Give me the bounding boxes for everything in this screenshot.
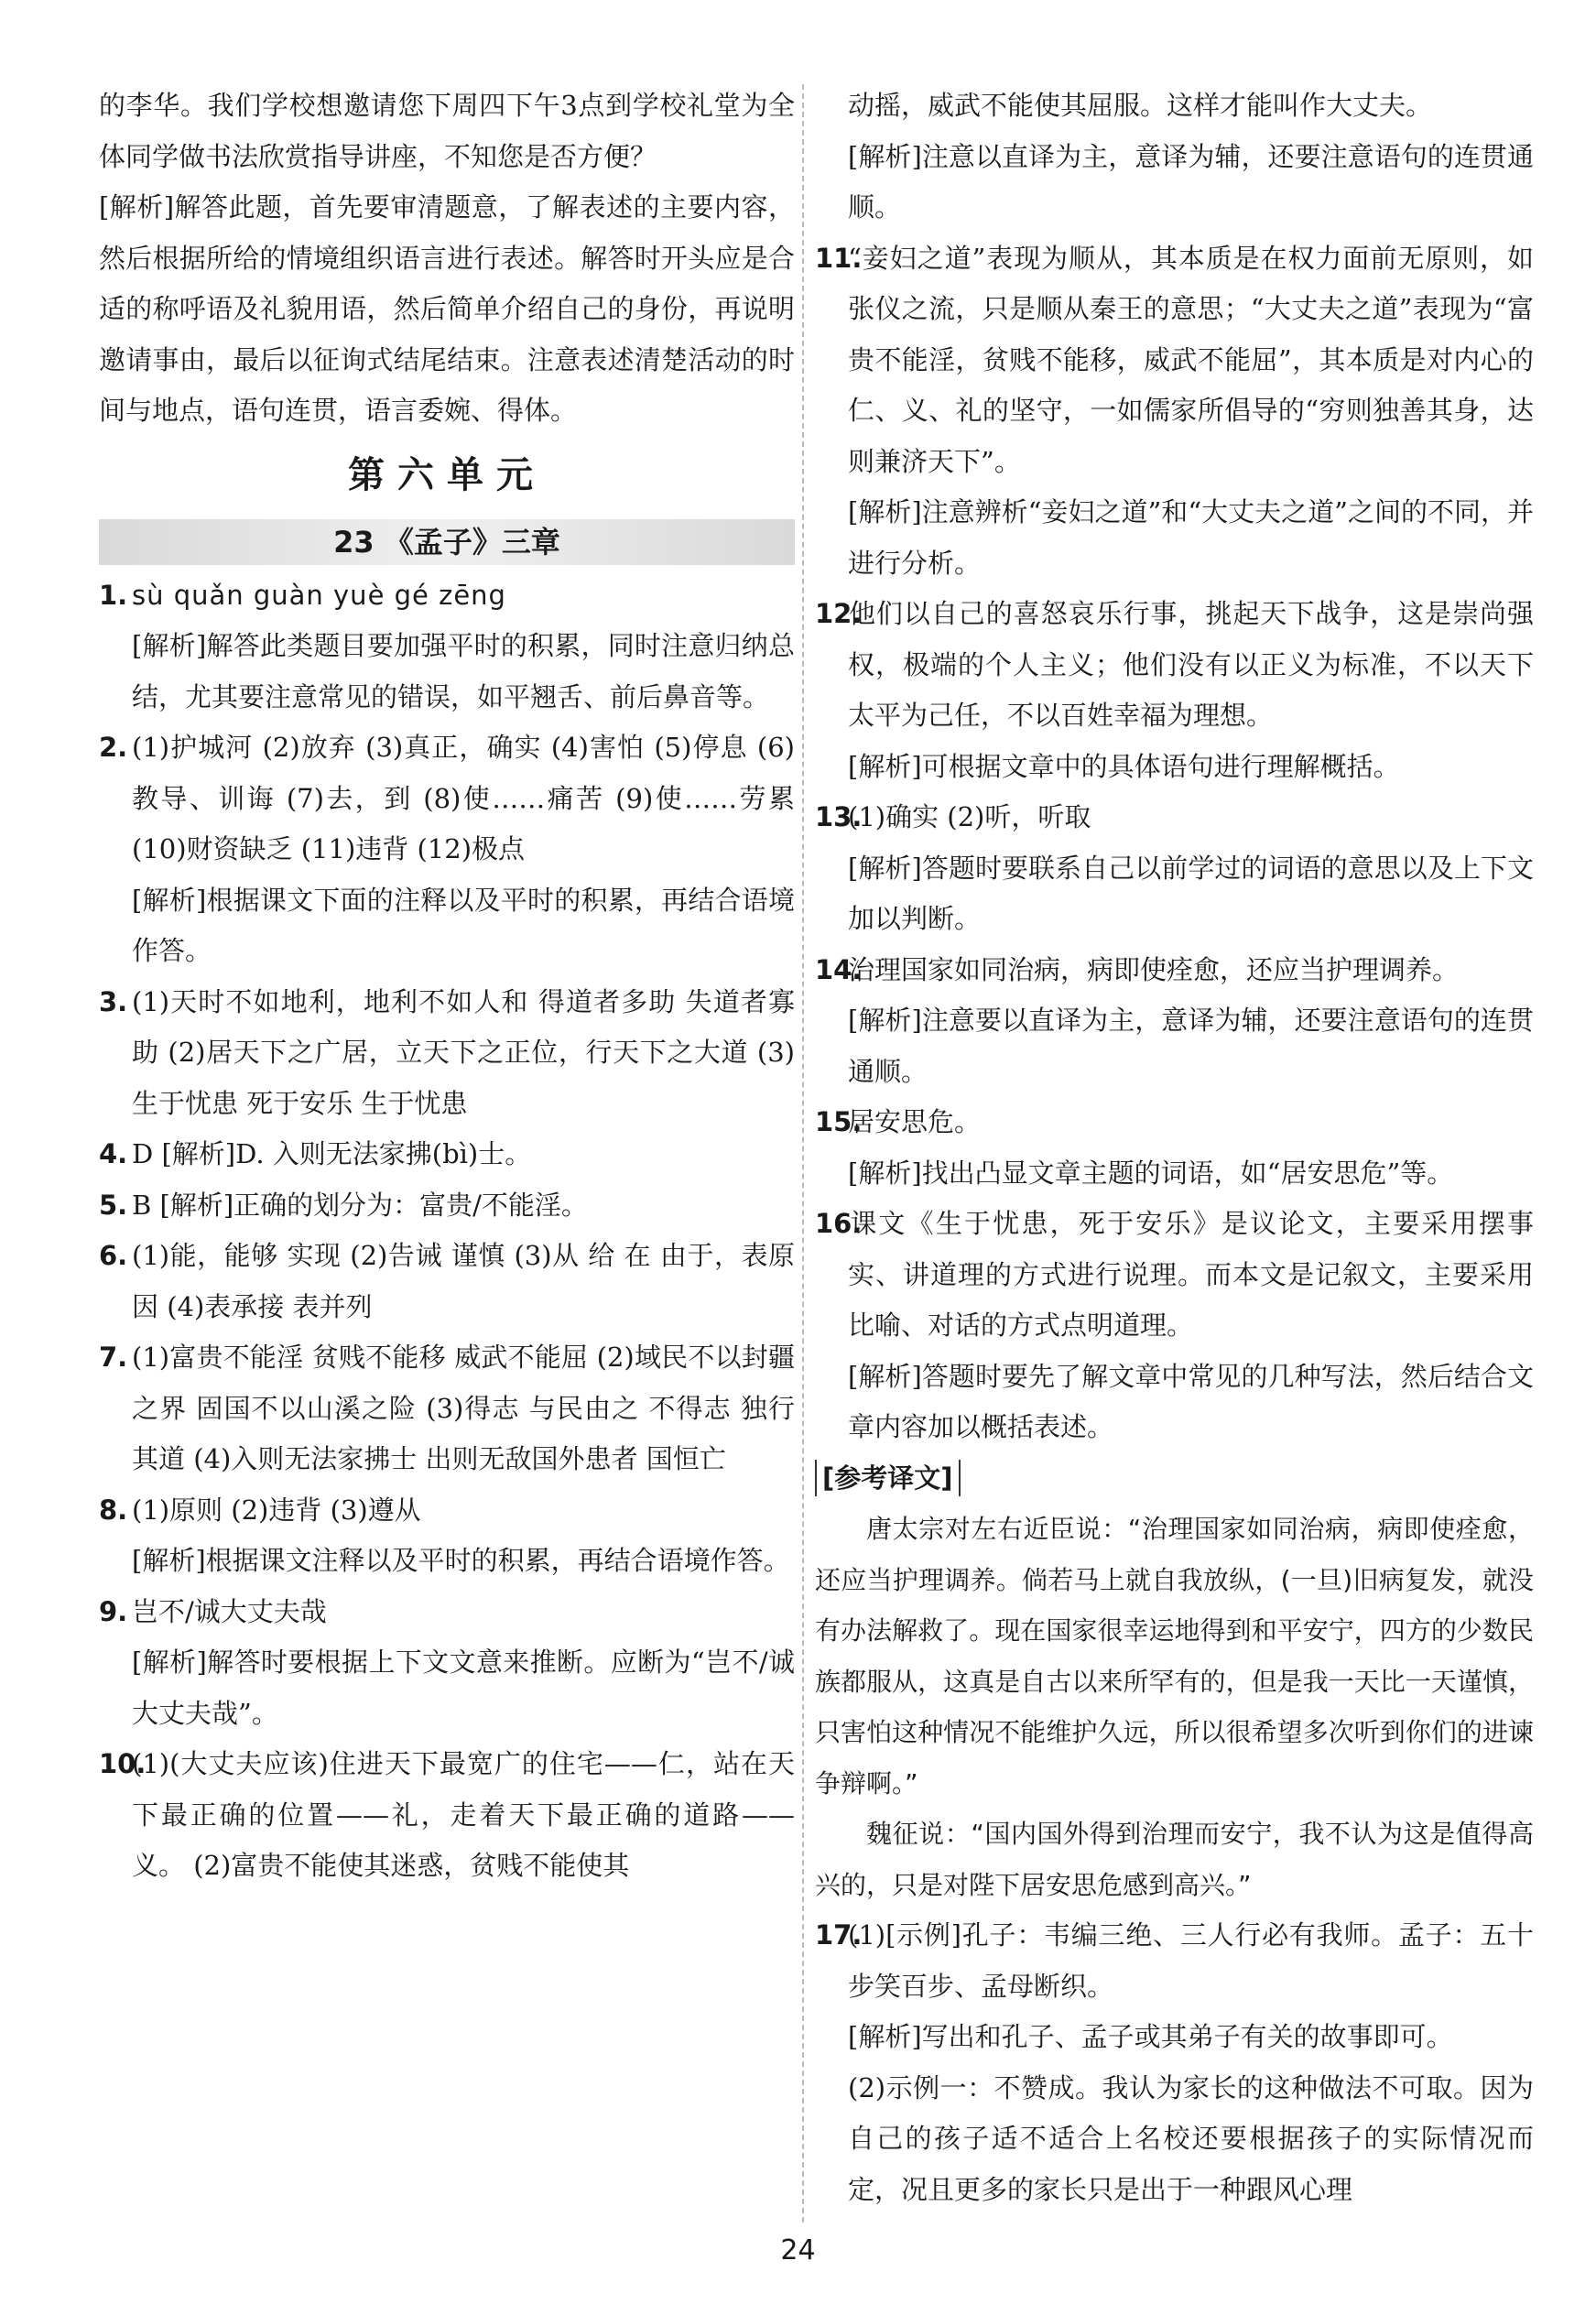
answer-item-17 bbox=[815, 1910, 1534, 2012]
answer-item-5 bbox=[99, 1180, 795, 1232]
answer-1-analysis: [解析]解答此类题目要加强平时的积累，同时注意归纳总结，尤其要注意常见的错误，如平翘舌、前后鼻音等。 bbox=[132, 630, 795, 712]
item-number: 8. bbox=[99, 1494, 128, 1526]
answer-item-2 bbox=[99, 723, 795, 875]
answer-item-10 bbox=[99, 1739, 795, 1892]
answer-text: 他们以自己的喜怒哀乐行事，挑起天下战争，这是崇尚强权，极端的个人主义；他们没有以正义为标准，不以天下太平为己任，不以百姓幸福为理想。 bbox=[848, 598, 1534, 731]
answer-13-analysis: [解析]答题时要联系自己以前学过的词语的意思以及上下文加以判断。 bbox=[848, 852, 1534, 934]
intro-analysis: [解析]解答此题，首先要审清题意，了解表述的主要内容，然后根据所给的情境组织语言进行表述。解答时开头应是合适的称呼语及礼貌用语，然后简单介绍自己的身份，再说明邀请事由，最后以征询式结尾结束。注意表述清楚活动的时间与地点，语句连贯，语言委婉、得体。 bbox=[99, 191, 795, 426]
item-number: 9. bbox=[99, 1595, 128, 1627]
answer-16-analysis: [解析]答题时要先了解文章中常见的几种写法，然后结合文章内容加以概括表述。 bbox=[848, 1360, 1534, 1442]
answer-8-analysis: [解析]根据课文注释以及平时的积累，再结合语境作答。 bbox=[132, 1545, 790, 1576]
answer-17-analysis: [解析]写出和孔子、孟子或其弟子有关的故事即可。 bbox=[848, 2021, 1453, 2052]
answer-item-6 bbox=[99, 1231, 795, 1332]
answer-9-analysis: [解析]解答时要根据上下文文意来推断。应断为“岂不/诚大丈夫哉”。 bbox=[132, 1647, 795, 1729]
answer-item-9 bbox=[99, 1587, 795, 1638]
answer-text: (1)富贵不能淫 贫贱不能移 威武不能屈 (2)域民不以封疆之界 固国不以山溪之险 (3)得志 与民由之 不得志 独行其道 (4)入则无法家拂士 出则无敌国外患者 国恒亡 bbox=[132, 1342, 795, 1474]
answer-item-7 bbox=[99, 1332, 795, 1485]
answer-text: (1)[示例]孔子：韦编三绝、三人行必有我师。孟子：五十步笑百步、孟母断织。 bbox=[848, 1919, 1534, 2002]
intro-paragraph: 的李华。我们学校想邀请您下周四下午3点到学校礼堂为全体同学做书法欣赏指导讲座，不知您是否方便？ bbox=[99, 90, 795, 172]
answer-10-analysis: [解析]注意以直译为主，意译为辅，还要注意语句的连贯通顺。 bbox=[848, 140, 1534, 223]
unit-title: 第六单元 bbox=[348, 453, 546, 496]
reference-translation-heading: [参考译文] bbox=[815, 1460, 961, 1496]
answer-item-14 bbox=[815, 945, 1534, 996]
answer-text: (1)原则 (2)违背 (3)遵从 bbox=[132, 1494, 421, 1526]
answer-12-analysis: [解析]可根据文章中的具体语句进行理解概括。 bbox=[848, 750, 1400, 782]
answer-item-13 bbox=[815, 792, 1534, 843]
pinyin-answer: sù quǎn guàn yuè gé zēng bbox=[132, 579, 506, 611]
answer-item-16 bbox=[815, 1199, 1534, 1352]
item-number: 16. bbox=[815, 1208, 863, 1239]
translation-paragraph-1: 唐太宗对左右近臣说：“治理国家如同治病，病即使痊愈，还应当护理调养。倘若马上就自我放纵，(一旦)旧病复发，就没有办法解救了。现在国家很幸运地得到和平安宁，四方的少数民族都服从，这真是自古以来所罕有的，但是我一天比一天谨慎，只害怕这种情况不能维护久远，所以很希望多次听到你们的进谏争辩啊。” bbox=[815, 1514, 1534, 1799]
answer-text: (1)天时不如地利，地利不如人和 得道者多助 失道者寡助 (2)居天下之广居，立天下之正位，行天下之大道 (3)生于忧患 死于安乐 生于忧患 bbox=[132, 985, 795, 1119]
item-number: 12. bbox=[815, 598, 863, 629]
answer-text: 治理国家如同治病，病即使痊愈，还应当护理调养。 bbox=[848, 953, 1460, 985]
item-number: 6. bbox=[99, 1240, 128, 1271]
lesson-title: 23 《孟子》三章 bbox=[99, 519, 795, 565]
answer-17-part2: (2)示例一：不赞成。我认为家长的这种做法不可取。因为自己的孩子适不适合上名校还要根据孩子的实际情况而定，况且更多的家长只是出于一种跟风心理 bbox=[848, 2071, 1534, 2205]
answer-text: D [解析]D. 入则无法家拂(bì)士。 bbox=[132, 1138, 532, 1169]
answer-item-12 bbox=[815, 589, 1534, 742]
item-number: 13. bbox=[815, 801, 863, 832]
item-number: 3. bbox=[99, 985, 128, 1017]
right-column bbox=[815, 81, 1534, 2215]
answer-text: (1)确实 (2)听，听取 bbox=[848, 801, 1091, 832]
answer-item-15 bbox=[815, 1097, 1534, 1148]
answer-item-11 bbox=[815, 234, 1534, 488]
answer-11-analysis: [解析]注意辨析“妾妇之道”和“大丈夫之道”之间的不同，并进行分析。 bbox=[848, 496, 1534, 579]
answer-item-4 bbox=[99, 1129, 795, 1180]
item-number: 14. bbox=[815, 953, 863, 985]
page-number: 24 bbox=[780, 2234, 816, 2266]
answer-text: B [解析]正确的划分为：富贵/不能淫。 bbox=[132, 1189, 588, 1221]
answer-text: (1)(大丈夫应该)住进天下最宽广的住宅——仁，站在天下最正确的位置——礼，走着天下最正确的道路——义。 (2)富贵不能使其迷惑，贫贱不能使其 bbox=[132, 1748, 795, 1881]
item-number: 1. bbox=[99, 579, 128, 611]
answer-item-8 bbox=[99, 1485, 795, 1537]
item-number: 11. bbox=[815, 242, 863, 274]
column-divider bbox=[802, 84, 804, 2223]
answer-14-analysis: [解析]注意要以直译为主，意译为辅，还要注意语句的连贯通顺。 bbox=[848, 1005, 1534, 1087]
translation-paragraph-2: 魏征说：“国内国外得到治理而安宁，我不认为这是值得高兴的，只是对陛下居安思危感到高兴。” bbox=[815, 1819, 1534, 1900]
answer-text: (1)能，能够 实现 (2)告诫 谨慎 (3)从 给 在 由于，表原因 (4)表承接 表并列 bbox=[132, 1240, 795, 1322]
answer-text: “妾妇之道”表现为顺从，其本质是在权力面前无原则，如张仪之流，只是顺从秦王的意思；“大丈夫之道”表现为“富贵不能淫，贫贱不能移，威武不能屈”，其本质是对内心的仁、义、礼的坚守，一如儒家所倡导的“穷则独善其身，达则兼济天下”。 bbox=[848, 242, 1534, 477]
answer-item-1 bbox=[99, 571, 795, 622]
answer-2-analysis: [解析]根据课文下面的注释以及平时的积累，再结合语境作答。 bbox=[132, 884, 795, 966]
answer-text: 课文《生于忧患，死于安乐》是议论文，主要采用摆事实、讲道理的方式进行说理。而本文是记叙文，主要采用比喻、对话的方式点明道理。 bbox=[848, 1208, 1534, 1341]
item-number: 5. bbox=[99, 1189, 128, 1221]
answer-text: 岂不/诚大丈夫哉 bbox=[132, 1595, 327, 1627]
answer-10-continued: 动摇，威武不能使其屈服。这样才能叫作大丈夫。 bbox=[848, 90, 1433, 121]
answer-text: 居安思危。 bbox=[848, 1106, 982, 1137]
item-number: 15. bbox=[815, 1106, 863, 1137]
item-number: 17. bbox=[815, 1919, 863, 1951]
answer-item-3 bbox=[99, 977, 795, 1130]
left-column bbox=[99, 81, 795, 1892]
item-number: 2. bbox=[99, 732, 128, 763]
item-number: 10. bbox=[99, 1748, 147, 1779]
item-number: 7. bbox=[99, 1342, 128, 1373]
item-number: 4. bbox=[99, 1138, 128, 1169]
answer-15-analysis: [解析]找出凸显文章主题的词语，如“居安思危”等。 bbox=[848, 1157, 1454, 1189]
answer-text: (1)护城河 (2)放弃 (3)真正，确实 (4)害怕 (5)停息 (6)教导、训诲 (7)去，到 (8)使……痛苦 (9)使……劳累 (10)财资缺乏 (11)违背 (12)极点 bbox=[132, 732, 795, 864]
